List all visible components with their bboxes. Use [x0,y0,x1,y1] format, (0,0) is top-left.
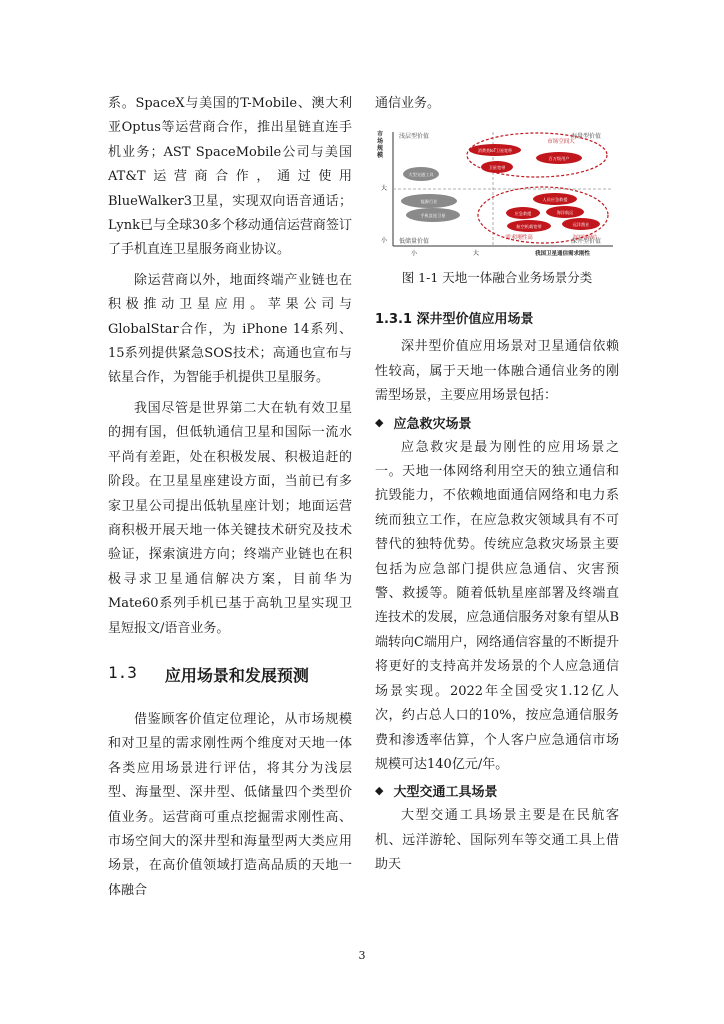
quadrant-label: 海量型价值 [571,133,602,141]
paragraph: 通信业务。 [375,96,441,111]
quadrant-label: 深井型价值 [571,238,602,246]
bubble-label: 人员应急救援 [542,197,568,203]
bubble-label: 大型交通工具 [408,172,434,178]
y-axis-title-char: 模 [377,152,384,160]
paragraph: 系。SpaceX与美国的T-Mobile、澳大利亚Optus等运营商合作，推出星链直连手机业务；AST SpaceMobile公司与美国AT&T运营商合作，通过使用BlueWalker3卫星，实现双向语音通话；Lynk已与全球30多个移动通信运营商签订了手机直连卫星服务商业协议。 [108,96,352,258]
x-axis-title: 我国卫星通信需求刚性 [535,251,591,258]
bubble-label: 消费类IoT卫星宽带 [477,148,513,154]
y-tick-big: 大 [381,185,388,193]
paragraph: 我国尽管是世界第二大在轨有效卫星的拥有国，但低轨通信卫星和国际一流水平尚有差距，处在积极发展、积极追赶的阶段。在卫星星座建设方面，当前已有多家卫星公司提出低轨星座计划；地面运营商积极开展天地一体关键技术研究及技术验证，探索演进方向；终端产业链也在积极寻求卫星通信解决方案，目前华为Mate60系列手机已基于高轨卫星实现卫星短报文/语音业务。 [108,400,352,636]
x-tick-small: 小 [411,250,418,258]
x-tick-big: 大 [473,250,480,258]
figure-caption: 图 1-1 天地一体融合业务场景分类 [401,270,593,286]
section-heading [108,663,352,686]
page-number: 3 [358,949,366,962]
bubble-label: 应急救援 [514,211,532,217]
bubble-label: 能源行业 [420,199,438,205]
y-axis-title-char: 市 [377,131,384,139]
bubble-label: 手机直连卫星 [420,213,446,219]
right-column [375,92,619,878]
section-title: 应用场景和发展预测 [164,665,309,685]
quadrant-label: 低储量价值 [399,238,430,246]
y-axis-title-char: 规 [377,145,384,153]
paragraph: 除运营商以外，地面终端产业链也在积极推动卫星应用。苹果公司与GlobalStar合作，为 iPhone 14系列、15系列提供紧急SOS技术；高通也宣布与铱星合作，为智能手机提供卫星服务。 [108,272,352,386]
ellipse-label: 市场空间大 [547,139,575,146]
paragraph: 深井型价值应用场景对卫星通信依赖性较高，属于天地一体融合通信业务的刚需型场景，主要应用场景包括： [375,339,619,404]
figure-quadrant-diagram [375,122,619,258]
bullet-text: 应急救灾场景 [393,416,472,432]
quadrant-label: 浅层型价值 [399,133,430,141]
bullet-heading [375,781,619,800]
paragraph: 大型交通工具场景主要是在民航客机、远洋游轮、国际列车等交通工具上借助天 [375,808,619,873]
bubble-label: 百万级用户 [548,156,570,162]
y-axis-title-char: 场 [377,138,384,146]
bubble-label: 海洋航运 [556,210,574,216]
diamond-bullet-icon: ◆ [375,784,384,798]
ellipse-label: 需求刚性高 [505,235,533,242]
subsection-heading: 1.3.1 深井型价值应用场景 [375,312,534,328]
diamond-bullet-icon: ◆ [375,415,384,429]
quadrant-diagram [375,122,619,258]
y-tick-small: 小 [381,237,388,245]
paragraph: 应急救灾是最为刚性的应用场景之一。天地一体网络利用空天的独立通信和抗毁能力，不依赖地面通信网络和电力系统而独立工作，在应急救灾领域具有不可替代的独特优势。传统应急救灾场景主要包括为应急部门提供应急通信、灾害预警、救援等。随着低轨星座部署及终端直连技术的发展，应急通信服务对象有望从B端转向C端用户，网络通信容量的不断提升将更好的支持高并发场景的个人应急通信场景实现。2022年全国受灾1.12亿人次，约占总人口的10%，按应急通信服务费和渗透率估算，个人客户应急通信市场规模可达140亿元/年。 [375,439,619,772]
paragraph: 借鉴顾客价值定位理论，从市场规模和对卫星的需求刚性两个维度对天地一体各类应用场景进行评估，将其分为浅层型、海量型、深井型、低储量四个类型价值业务。运营商可重点挖掘需求刚性高、市场空间大的深井型和海量型两大类应用场景，在高价值领域打造高品质的天地一体融合 [108,711,352,898]
bubble-label: 远洋渔业 [572,222,590,228]
bullet-heading [375,413,619,432]
left-column [108,92,352,903]
bubble-label: 海洋机载通信 [573,234,597,240]
bubble-label: 航空机载宽带 [516,224,542,230]
bubble-label: 卫星宽带 [488,165,506,171]
bullet-text: 大型交通工具场景 [393,785,498,801]
section-number: 1.3 [108,662,137,682]
